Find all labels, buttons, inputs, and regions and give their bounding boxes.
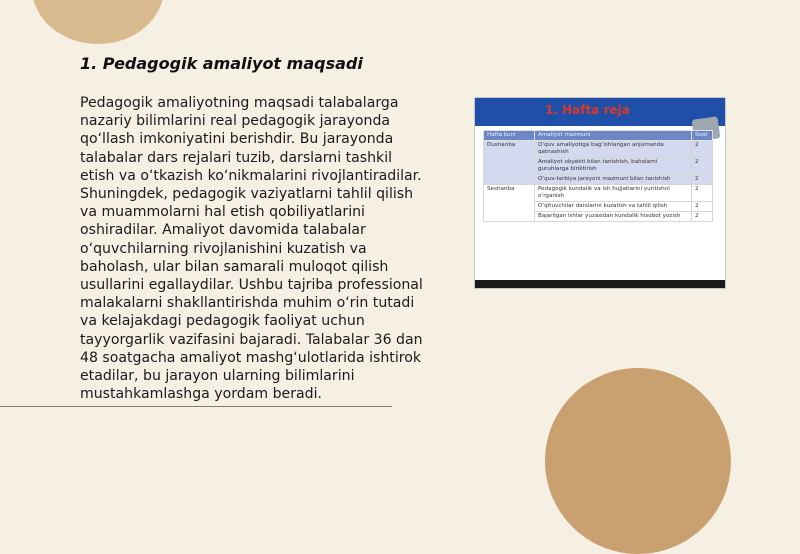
slide-bottom-bar [475,280,725,288]
decorative-divider-line [0,406,392,407]
table-cell-content: Amaliyot obyekti bilan tanishish, baholarni guruhlarga biriktirish [535,158,692,175]
schedule-table [483,130,713,222]
table-cell-day: Seshanba [484,185,535,222]
table-cell-content: O‘quv-tarbiya jarayoni mazmuni bilan tanishish [535,175,692,185]
slide-title: 1. Hafta reja [545,103,630,117]
table-cell-content: Bajarilgan ishlar yuzasidan kundalik hisobot yozish [535,212,692,222]
table-cell-day: Dushanba [484,141,535,185]
table-header-row [484,131,713,141]
table-header-hours: Soat [692,131,713,141]
table-header-content: Amaliyot mazmuni [535,131,692,141]
table-cell-content: Pedagogik kundalik va ish hujjatlarini yuritishni o‘rganish [535,185,692,202]
table-cell-content: O‘quv amaliyotiga bag‘ishlangan anjumanda qatnashish [535,141,692,158]
table-cell-hours: 2 [692,185,713,202]
decorative-circle-bottom [545,368,731,554]
table-cell-hours: 2 [692,175,713,185]
table-cell-hours: 2 [692,141,713,158]
slide-thumbnail [475,98,725,288]
body-paragraph: Pedagogik amaliyotning maqsadi talabalarga nazariy bilimlarini real pedagogik jarayonda qo‘llash imkoniyatini berishdir. Bu jarayonda talabalar dars rejalari tuzib, darslarni tashkil etish va o‘tkazish ko‘nikmalarini rivojlantiradilar. Shuningdek, pedagogik vaziyatlarni tahlil qilish va muammolarni hal etish qobiliyatlarini oshiradilar. Amaliyot davomida talabalar o‘quvchilarning rivojlanishini kuzatish va baholash, ular bilan samarali muloqot qilish usullarini egallaydilar. Ushbu tajriba professional malakalarni shakllantirishda muhim o‘rin tutadi va kelajakdagi pedagogik faoliyat uchun tayyorgarlik vazifasini bajaradi. Talabalar 36 dan 48 soatgacha amaliyot mashg‘ulotlarida ishtirok etadilar, bu jarayon ularning bilimlarini mustahkamlashga yordam beradi. [80,95,423,403]
table-header-day: Hafta kuni [484,131,535,141]
table-cell-hours: 2 [692,158,713,175]
table-cell-hours: 2 [692,202,713,212]
slide-header [475,98,725,126]
table-cell-hours: 2 [692,212,713,222]
decorative-circle-top [32,0,164,44]
table-row [484,185,713,202]
table-row [484,141,713,158]
page-title: 1. Pedagogik amaliyot maqsadi [80,54,363,73]
table-cell-content: O‘qituvchilar darslarini kuzatish va tahlil qilish [535,202,692,212]
